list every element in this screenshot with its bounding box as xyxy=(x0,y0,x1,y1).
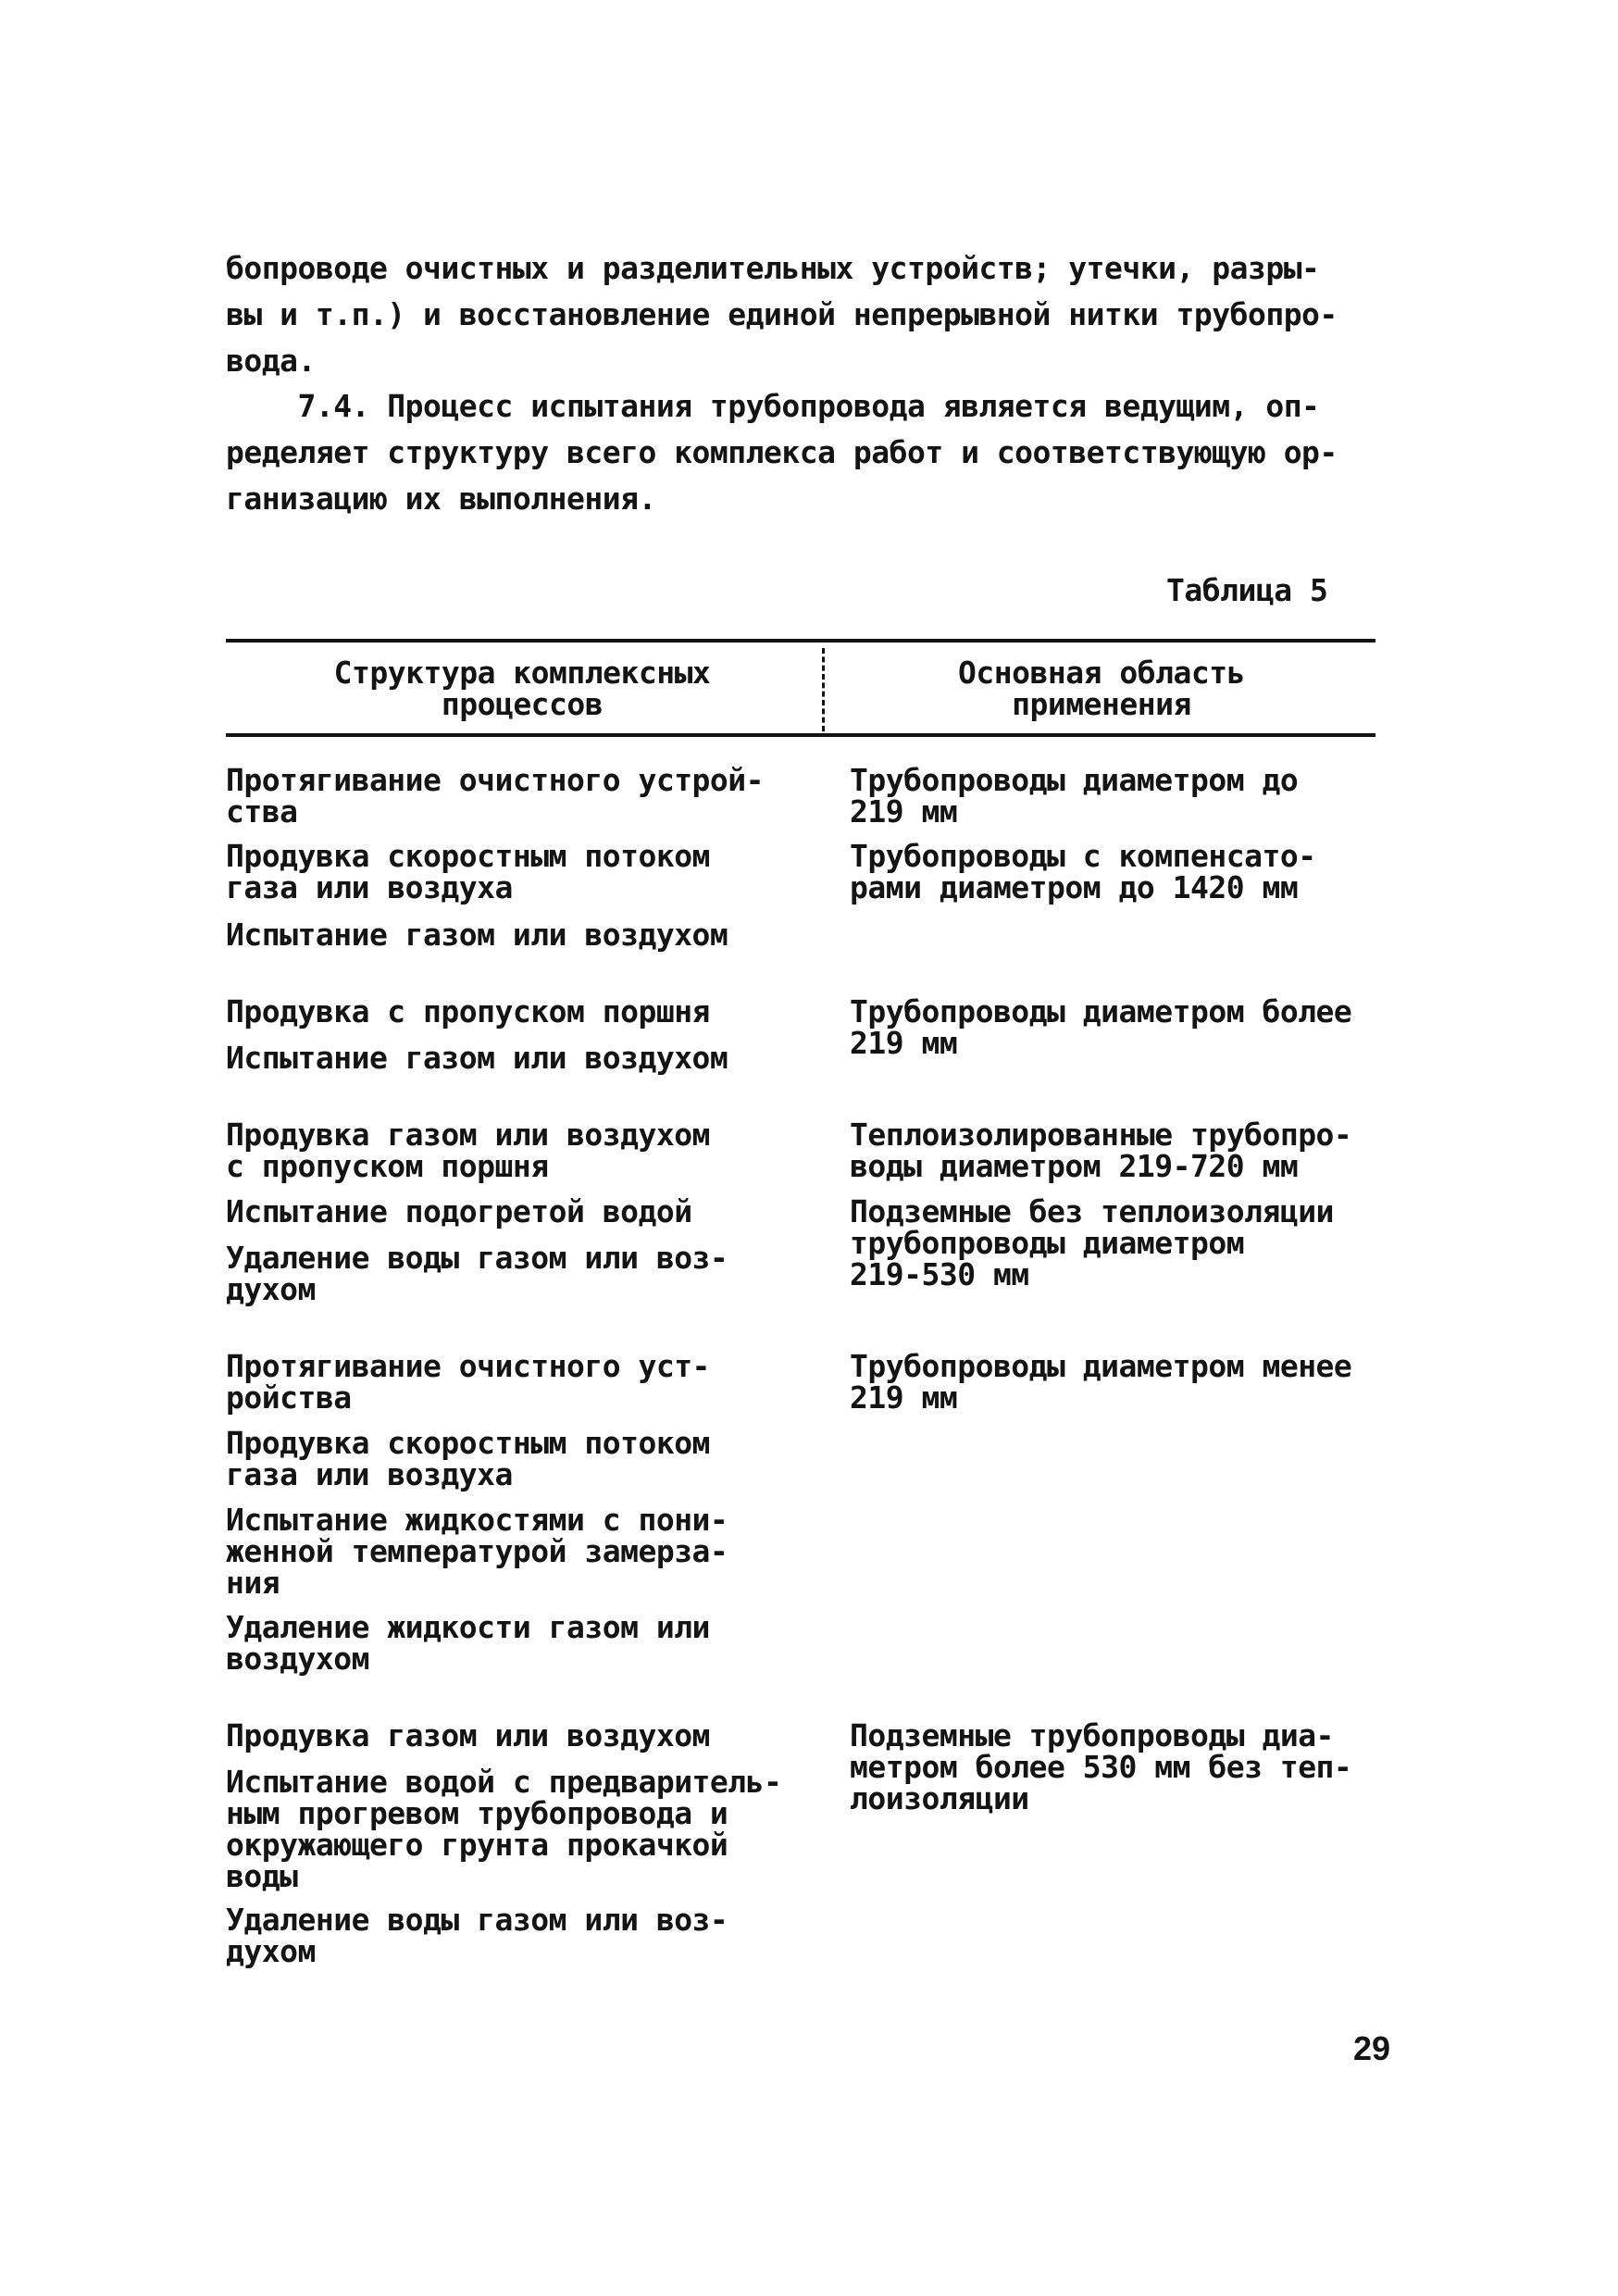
cell-line: Продувка скоростным потоком xyxy=(226,1425,710,1461)
application-cell xyxy=(850,1119,1351,1182)
cell-line: Продувка с пропуском поршня xyxy=(226,993,710,1029)
cell-line: воды xyxy=(226,1858,298,1894)
cell-line: Трубопроводы диаметром менее xyxy=(850,1348,1352,1384)
cell-line: трубопроводы диаметром xyxy=(850,1225,1245,1261)
process-cell xyxy=(226,838,710,905)
process-cell xyxy=(226,1904,728,1967)
application-cell xyxy=(850,1717,1352,1816)
cell-line: духом xyxy=(226,1933,316,1969)
cell-line: Удаление жидкости газом или xyxy=(226,1609,710,1645)
process-cell xyxy=(226,762,765,830)
application-cell xyxy=(850,838,1316,905)
cell-line: Подземные без теплоизоляции xyxy=(850,1193,1334,1229)
cell-line: 219 мм xyxy=(850,793,958,830)
process-cell xyxy=(226,1348,710,1416)
process-cell xyxy=(226,919,728,951)
cell-line: Подземные трубопроводы диа- xyxy=(850,1717,1334,1753)
cell-line: Трубопроводы с компенсато- xyxy=(850,838,1316,874)
cell-line: с пропуском поршня xyxy=(226,1148,549,1184)
process-cell xyxy=(226,1717,710,1753)
cell-line: 219 мм xyxy=(850,1379,958,1416)
text-line: бопроводе очистных и разделительных устройств; утечки, разры- xyxy=(226,250,1320,286)
cell-line: ройства xyxy=(226,1379,352,1416)
application-cell xyxy=(850,993,1352,1061)
cell-line: Трубопроводы диаметром более xyxy=(850,993,1352,1029)
table-caption: Таблица 5 xyxy=(1166,572,1328,608)
process-cell xyxy=(226,1766,781,1892)
cell-line: ства xyxy=(226,793,298,830)
cell-line: женной температурой замерза- xyxy=(226,1533,728,1569)
cell-line: Испытание водой с предваритель- xyxy=(226,1764,782,1800)
cell-line: ным прогревом трубопровода и xyxy=(226,1795,728,1831)
process-cell xyxy=(226,1242,728,1305)
cell-line: Испытание газом или воздухом xyxy=(226,917,728,953)
application-cell xyxy=(850,762,1299,830)
cell-line: Продувка газом или воздухом xyxy=(226,1717,710,1753)
header-col-structure: Структура комплексных процессов xyxy=(333,655,711,722)
process-cell xyxy=(226,1042,728,1074)
cell-line: рами диаметром до 1420 мм xyxy=(850,869,1299,905)
text-line: 7.4. Процесс испытания трубопровода является ведущим, оп- xyxy=(226,388,1320,424)
cell-line: Удаление воды газом или воз- xyxy=(226,1240,728,1276)
text-line: вода. xyxy=(226,343,316,379)
application-cell xyxy=(850,1193,1334,1292)
process-cell xyxy=(226,993,710,1029)
cell-line: 219 мм xyxy=(850,1025,958,1061)
cell-line: окружающего грунта прокачкой xyxy=(226,1827,728,1863)
cell-line: воды диаметром 219-720 мм xyxy=(850,1148,1299,1184)
header-column-separator xyxy=(822,648,825,731)
cell-line: Испытание подогретой водой xyxy=(226,1193,692,1229)
cell-line: Удаление воды газом или воз- xyxy=(226,1902,728,1938)
cell-line: Продувка скоростным потоком xyxy=(226,838,710,874)
page-number: 29 xyxy=(1353,2029,1391,2067)
process-cell xyxy=(226,1425,710,1492)
cell-line: воздухом xyxy=(226,1641,369,1677)
application-cell xyxy=(850,1348,1352,1416)
process-cell xyxy=(226,1609,710,1677)
intro-paragraph xyxy=(226,245,1401,384)
cell-line: Протягивание очистного устрой- xyxy=(226,762,765,798)
cell-line: Испытание жидкостями с пони- xyxy=(226,1502,728,1538)
cell-line: Испытание газом или воздухом xyxy=(226,1040,728,1076)
table-top-rule xyxy=(226,639,1375,643)
cell-line: лоизоляции xyxy=(850,1780,1029,1816)
cell-line: Теплоизолированные трубопро- xyxy=(850,1117,1352,1153)
cell-line: газа или воздуха xyxy=(226,869,513,905)
process-cell xyxy=(226,1119,710,1182)
cell-line: Трубопроводы диаметром до xyxy=(850,762,1299,798)
process-cell xyxy=(226,1504,728,1599)
text-line: вы и т.п.) и восстановление единой непрерывной нитки трубопро- xyxy=(226,296,1338,332)
process-cell xyxy=(226,1193,692,1229)
text-line: ределяет структуру всего комплекса работ и соответствующую ор- xyxy=(226,434,1338,470)
cell-line: ния xyxy=(226,1565,280,1601)
cell-line: Продувка газом или воздухом xyxy=(226,1117,710,1153)
text-line: ганизацию их выполнения. xyxy=(226,480,656,517)
cell-line: газа или воздуха xyxy=(226,1456,513,1492)
cell-line: метром более 530 мм без теп- xyxy=(850,1749,1352,1785)
cell-line: духом xyxy=(226,1271,316,1307)
cell-line: Протягивание очистного уст- xyxy=(226,1348,710,1384)
header-col-application: Основная область применения xyxy=(958,655,1245,722)
cell-line: 219-530 мм xyxy=(850,1256,1029,1292)
paragraph-7-4 xyxy=(226,383,1401,522)
table-header-rule xyxy=(226,733,1375,737)
